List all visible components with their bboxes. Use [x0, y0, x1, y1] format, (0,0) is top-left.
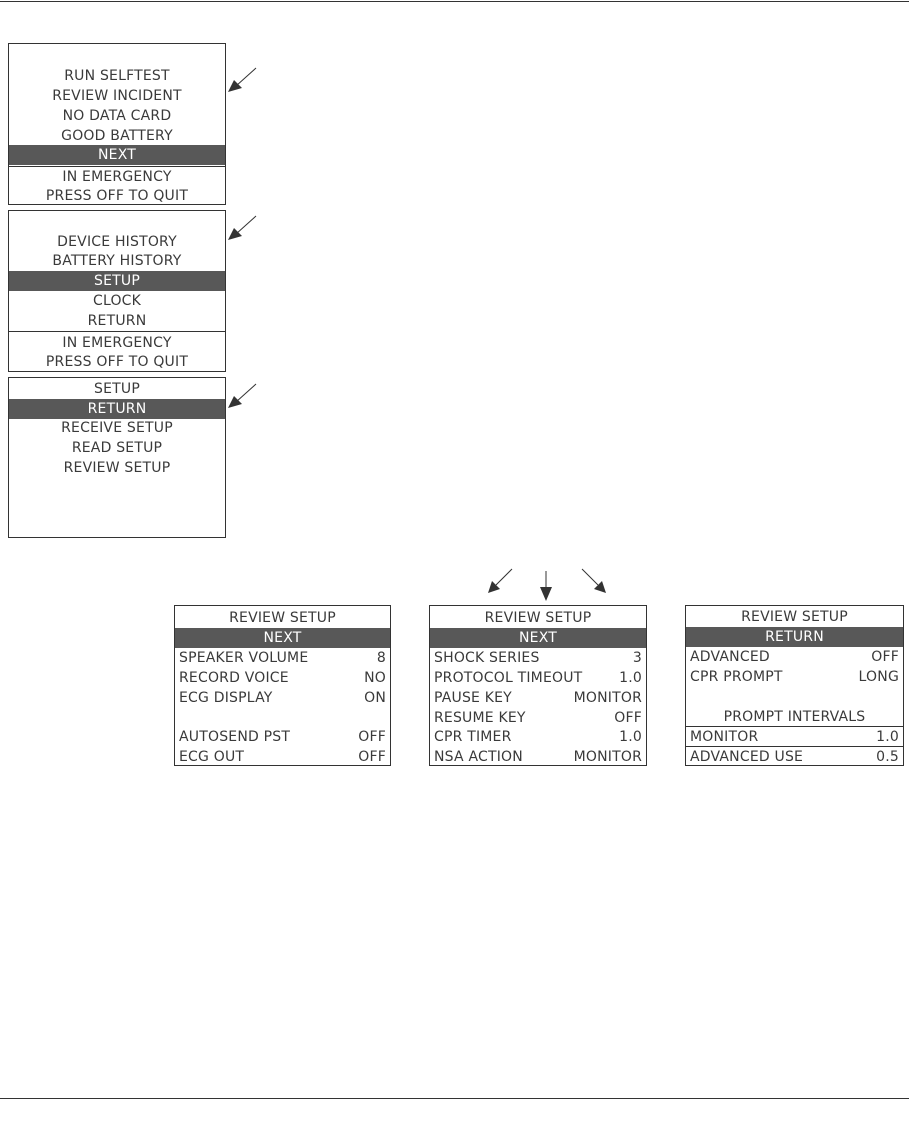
setting-value: MONITOR [573, 749, 642, 765]
setting-label: RECORD VOICE [179, 670, 289, 686]
divider [9, 331, 225, 332]
menu-item-next-selected[interactable]: NEXT [175, 628, 390, 648]
setting-cpr-timer[interactable] [430, 727, 646, 747]
setting-value: 3 [632, 650, 642, 666]
setting-label: AUTOSEND PST [179, 729, 291, 745]
setting-label: ECG OUT [179, 749, 245, 765]
menu-item-review-incident[interactable]: REVIEW INCIDENT [52, 88, 182, 104]
setting-nsa-action[interactable] [430, 747, 646, 767]
review-title: REVIEW SETUP [229, 610, 336, 626]
bottom-rule [0, 1098, 909, 1099]
menu-title-setup: SETUP [94, 381, 140, 397]
setting-label: SHOCK SERIES [434, 650, 540, 666]
footer-line-2: PRESS OFF TO QUIT [45, 188, 189, 204]
setting-advanced[interactable] [686, 647, 903, 667]
review-title: REVIEW SETUP [484, 610, 592, 626]
setting-label: ECG DISPLAY [179, 690, 273, 706]
menu-item-next-selected[interactable]: NEXT [430, 628, 646, 648]
arrow-icon [226, 382, 258, 410]
setting-record-voice[interactable] [175, 668, 390, 688]
menu-item-clock[interactable]: CLOCK [92, 293, 142, 309]
footer-line-2: PRESS OFF TO QUIT [45, 354, 189, 370]
menu-item-device-history[interactable]: DEVICE HISTORY [57, 234, 177, 250]
setting-resume-key[interactable] [430, 708, 646, 728]
setting-label: NSA ACTION [434, 749, 523, 765]
status-no-data-card: NO DATA CARD [62, 108, 172, 124]
setting-value: 0.5 [876, 749, 899, 765]
setting-label: ADVANCED USE [690, 749, 804, 765]
arrow-icon [536, 569, 556, 603]
setting-speaker-volume[interactable] [175, 648, 390, 668]
setting-label: CPR TIMER [434, 729, 512, 745]
setting-label: ADVANCED [690, 649, 770, 665]
setting-label: PAUSE KEY [434, 690, 512, 706]
menu-item-return-selected[interactable]: RETURN [686, 627, 903, 647]
setting-value: 8 [376, 650, 386, 666]
setting-value: OFF [871, 649, 899, 665]
arrow-icon [578, 567, 608, 595]
menu-item-receive-setup[interactable]: RECEIVE SETUP [61, 420, 173, 436]
menu-item-return-selected[interactable]: RETURN [9, 399, 225, 419]
setting-cpr-prompt[interactable] [686, 667, 903, 687]
setting-label: CPR PROMPT [690, 669, 783, 685]
arrow-icon [486, 567, 516, 595]
top-rule [0, 1, 909, 2]
screen-main-menu [8, 43, 226, 205]
setting-pause-key[interactable] [430, 688, 646, 708]
setting-label: MONITOR [690, 729, 759, 745]
setting-value: MONITOR [573, 690, 642, 706]
arrow-icon [226, 66, 258, 94]
footer-line-1: IN EMERGENCY [62, 169, 172, 185]
menu-item-next-selected[interactable]: NEXT [9, 145, 225, 165]
setting-ecg-display[interactable] [175, 688, 390, 708]
setting-value: 1.0 [619, 670, 642, 686]
setting-ecg-out[interactable] [175, 747, 390, 767]
setting-value: 1.0 [619, 729, 642, 745]
menu-item-battery-history[interactable]: BATTERY HISTORY [52, 253, 182, 269]
status-good-battery: GOOD BATTERY [61, 128, 173, 144]
section-title-prompt-intervals: PROMPT INTERVALS [723, 709, 866, 725]
setting-value: 1.0 [876, 729, 899, 745]
setting-value: NO [364, 670, 386, 686]
setting-value: LONG [858, 669, 899, 685]
menu-item-run-selftest[interactable]: RUN SELFTEST [64, 68, 170, 84]
menu-item-review-setup[interactable]: REVIEW SETUP [63, 460, 171, 476]
arrow-icon [226, 214, 258, 242]
menu-item-read-setup[interactable]: READ SETUP [71, 440, 163, 456]
screen-review-setup-2 [429, 605, 647, 766]
screen-review-setup-3 [685, 605, 904, 766]
setting-shock-series[interactable] [430, 648, 646, 668]
setting-monitor[interactable] [686, 727, 903, 747]
setting-label: RESUME KEY [434, 710, 526, 726]
review-title: REVIEW SETUP [741, 609, 848, 625]
setting-value: ON [364, 690, 386, 706]
setting-value: OFF [614, 710, 642, 726]
menu-item-setup-selected[interactable]: SETUP [9, 271, 225, 291]
footer-line-1: IN EMERGENCY [62, 335, 172, 351]
setting-label: SPEAKER VOLUME [179, 650, 309, 666]
screen-review-setup-1 [174, 605, 391, 766]
menu-item-return[interactable]: RETURN [87, 313, 147, 329]
setting-value: OFF [358, 749, 386, 765]
screen-history-menu [8, 210, 226, 372]
setting-autosend-pst[interactable] [175, 727, 390, 747]
setting-label: PROTOCOL TIMEOUT [434, 670, 583, 686]
screen-setup-menu [8, 377, 226, 538]
setting-advanced-use[interactable] [686, 747, 903, 767]
setting-value: OFF [358, 729, 386, 745]
setting-protocol-timeout[interactable] [430, 668, 646, 688]
